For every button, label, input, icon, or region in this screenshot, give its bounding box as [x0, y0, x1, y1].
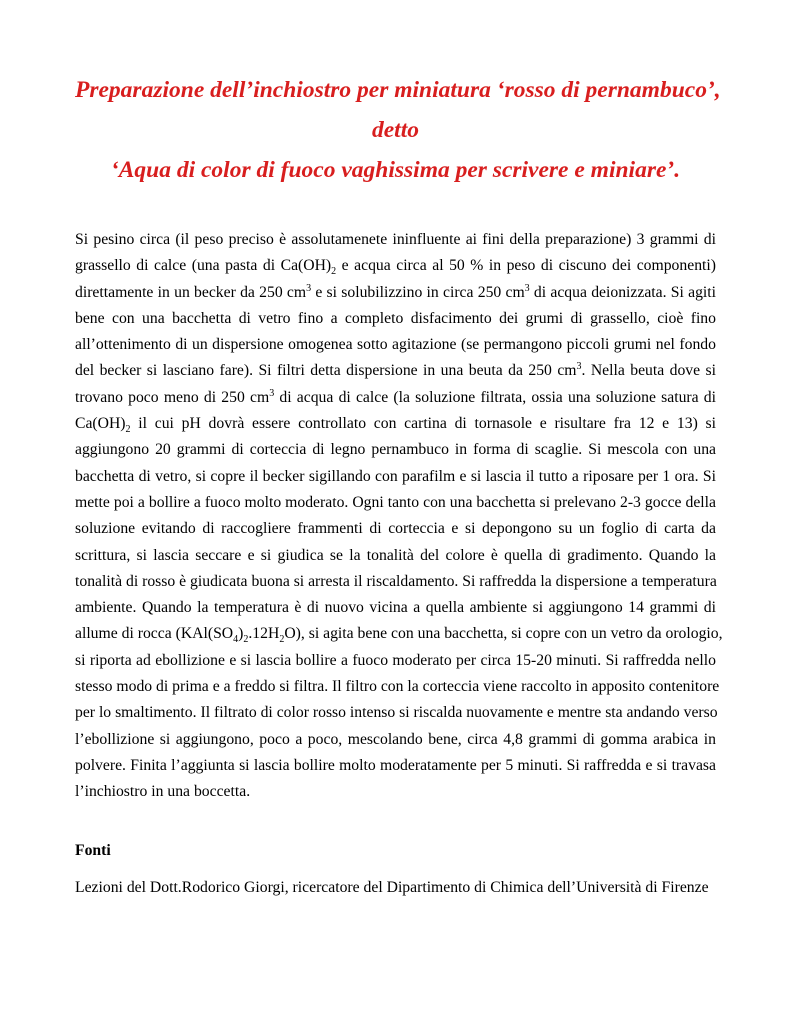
paragraph-line: polvere. Finita l’aggiunta si lascia bollire molto moderatamente per 5 minuti. Si raffredda e si travasa: [75, 756, 716, 774]
title-line-1: Preparazione dell’inchiostro per miniatura ‘rosso di pernambuco’,: [75, 77, 721, 103]
paragraph-line: l’ebollizione si aggiungono, poco a poco, mescolando bene, circa 4,8 grammi di gomma arabica in: [75, 730, 716, 748]
paragraph-line: $Ca(OH)_2$ il cui pH dovrà essere controllato con cartina di tornasole e risultare fra 12 e 13) si: [75, 415, 716, 436]
paragraph-line: si riporta ad ebollizione e si lascia bollire a fuoco moderato per circa 15-20 minuti. Si raffredda nello: [75, 651, 716, 669]
paragraph-line: allume di rocca $(KAl(SO_4)_2.12H_2O)$, si agita bene con una bacchetta, si copre con un vetro da orologio,: [75, 625, 723, 646]
paragraph-line: per lo smaltimento. Il filtrato di color rosso intenso si riscalda nuovamente e mentre sta andando verso: [75, 704, 718, 722]
title-line-2: detto: [372, 117, 419, 143]
paragraph-line: direttamente in un becker da 250 $cm^3$ e si solubilizzino in circa 250 $cm^3$ di acqua deionizzata. Si agiti: [75, 282, 716, 301]
paragraph-line: tonalità di rosso è giudicata buona si arresta il riscaldamento. Si raffredda la dispersione a temperatura: [75, 572, 717, 590]
paragraph-line: scrittura, si lascia seccare e si giudica se la tonalità del colore è quella di gradimento. Quando la: [75, 546, 716, 564]
paragraph-line: grassello di calce (una pasta di $Ca(OH)_2$ e acqua circa al 50 % in peso di ciscuno dei componenti): [75, 257, 716, 278]
paragraph-line: stesso modo di prima e a freddo si filtra. Il filtro con la corteccia viene raccolto in apposito contenitore: [75, 678, 720, 696]
document-title: [75, 70, 721, 190]
paragraph-line: del becker si lasciano fare). Si filtri detta dispersione in una beuta da 250 $cm^3$. Nella beuta dove si: [75, 361, 716, 380]
paragraph-line: l’inchiostro in una boccetta.: [75, 783, 251, 801]
paragraph-line: bene con una bacchetta di vetro fino a completo disfacimento dei grumi di grassello, cioè fino: [75, 309, 716, 327]
title-line-3: ‘Aqua di color di fuoco vaghissima per scrivere e miniare’.: [110, 157, 681, 183]
paragraph-line: bacchetta di vetro, si copre il becker sigillando con parafilm e si lascia il tutto a riposare per 1 ora. Si: [75, 467, 716, 485]
paragraph-line: aggiungono 20 grammi di corteccia di legno pernambuco in forma di scaglie. Si mescola con una: [75, 441, 716, 459]
paragraph-line: ambiente. Quando la temperatura è di nuovo vicina a quella ambiente si aggiungono 14 grammi di: [75, 599, 716, 617]
document-page: [75, 70, 723, 901]
paragraph-line: trovano poco meno di 250 $cm^3$ di acqua di calce (la soluzione filtrata, ossia una soluzione satura di: [75, 387, 716, 406]
procedure-paragraph: [75, 227, 723, 806]
paragraph-line: mette poi a bollire a fuoco molto moderato. Ogni tanto con una bacchetta si prelevano 2-3 gocce della: [75, 493, 716, 511]
paragraph-line: soluzione evitando di raccogliere frammenti di corteccia e si depongono su un foglio di carta da: [75, 520, 716, 538]
sources-text: Lezioni del Dott.Rodorico Giorgi, ricercatore del Dipartimento di Chimica dell’Università di Firenze: [75, 878, 709, 896]
paragraph-line: all’ottenimento di un dispersione omogenea sotto agitazione (se permangono piccoli grumi nel fondo: [75, 336, 716, 354]
sources-heading: Fonti: [75, 841, 111, 859]
paragraph-line: Si pesino circa (il peso preciso è assolutamenete ininfluente ai fini della preparazione) 3 grammi di: [75, 231, 716, 248]
